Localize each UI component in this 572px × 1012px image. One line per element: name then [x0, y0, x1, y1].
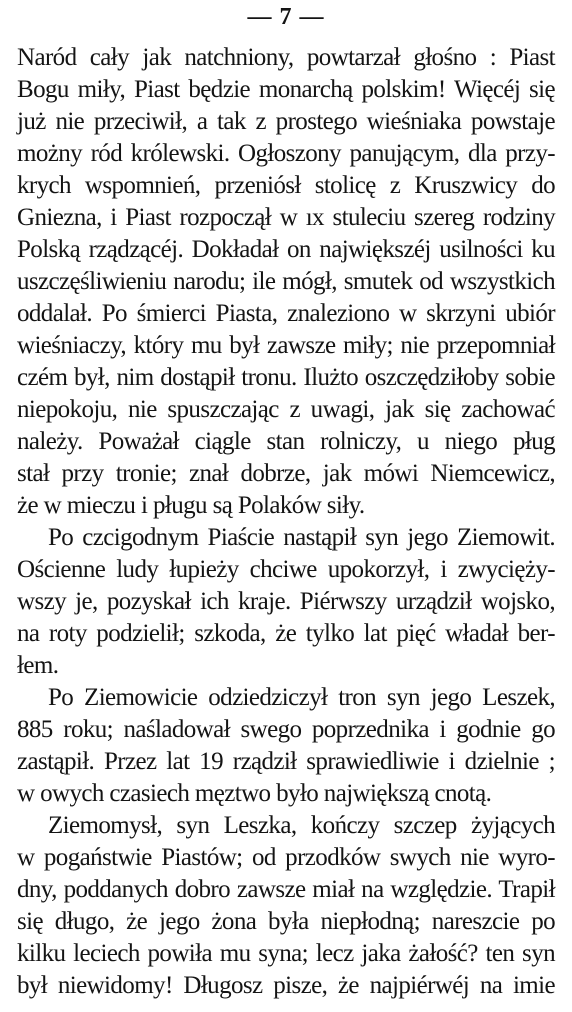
paragraph-first-line: Ziemomysł, syn Leszka, kończy szczep żyjących: [48, 812, 555, 839]
paragraph-first-line: Po czcigodnym Piaście nastąpił syn jego Ziemowit.: [48, 524, 555, 551]
text-line: 885 roku; naśladował swego poprzednika i godnie go: [17, 716, 555, 743]
text-line: kilku leciech powiła mu syna; lecz jaka żałość? ten syn: [17, 940, 555, 967]
text-line: zastąpił. Przez lat 19 rządził sprawiedliwie i dzielnie ;: [17, 748, 555, 775]
text-line: Naród cały jak natchniony, powtarzał głośno : Piast: [17, 44, 555, 71]
text-line: należy. Poważał ciągle stan rolniczy, u niego pług: [17, 428, 555, 455]
text-line: wieśniaczy, który mu był zawsze miły; nie przepomniał: [17, 332, 555, 359]
text-line: w pogaństwie Piastów; od przodków swych nie wyro-: [17, 844, 555, 871]
paragraph-first-line: Po Ziemowicie odziedziczył tron syn jego Leszek,: [48, 684, 555, 711]
paragraph-end-line: łem.: [17, 652, 59, 679]
text-line: czém był, nim dostąpił tronu. Ilużto oszczędziłoby sobie: [17, 364, 555, 391]
text-line: dny, poddanych dobro zawsze miał na względzie. Trapił: [17, 876, 555, 903]
text-line: niepokoju, nie spuszczając z uwagi, jak się zachować: [17, 396, 555, 423]
text-line: możny ród królewski. Ogłoszony panującym, dla przy-: [17, 140, 555, 167]
text-line: uszczęśliwieniu narodu; ile mógł, smutek od wszystkich: [17, 268, 555, 295]
text-line: Polską rządzącéj. Dokładał on największéj usilności ku: [17, 236, 555, 263]
text-line: stał przy tronie; znał dobrze, jak mówi Niemcewicz,: [17, 460, 555, 487]
text-line: na roty podzielił; szkoda, że tylko lat pięć władał ber-: [17, 620, 555, 647]
text-line: już nie przeciwił, a tak z prostego wieśniaka powstaje: [17, 108, 555, 135]
page-number: — 7 —: [247, 4, 325, 30]
text-line: się długo, że jego żona była niepłodną; nareszcie po: [17, 908, 555, 935]
paragraph-end-line: w owych czasiech męztwo było największą cnotą.: [17, 780, 492, 807]
text-line: Bogu miły, Piast będzie monarchą polskim! Więcéj się: [17, 76, 555, 103]
text-line: krych wspomnień, przeniósł stolicę z Kruszwicy do: [17, 172, 555, 199]
text-line: Gniezna, i Piast rozpoczął w ıx stuleciu szereg rodziny: [17, 204, 555, 231]
text-line: oddalał. Po śmierci Piasta, znaleziono w skrzyni ubiór: [17, 300, 555, 327]
text-line: był niewidomy! Długosz pisze, że najpiérwéj na imie: [17, 972, 555, 999]
text-line: Ościenne ludy łupieży chciwe upokorzył, i zwycięży-: [17, 556, 555, 583]
text-line: wszy je, pozyskał ich kraje. Piérwszy urządził wojsko,: [17, 588, 555, 615]
paragraph-end-line: że w mieczu i pługu są Polaków siły.: [17, 492, 365, 519]
